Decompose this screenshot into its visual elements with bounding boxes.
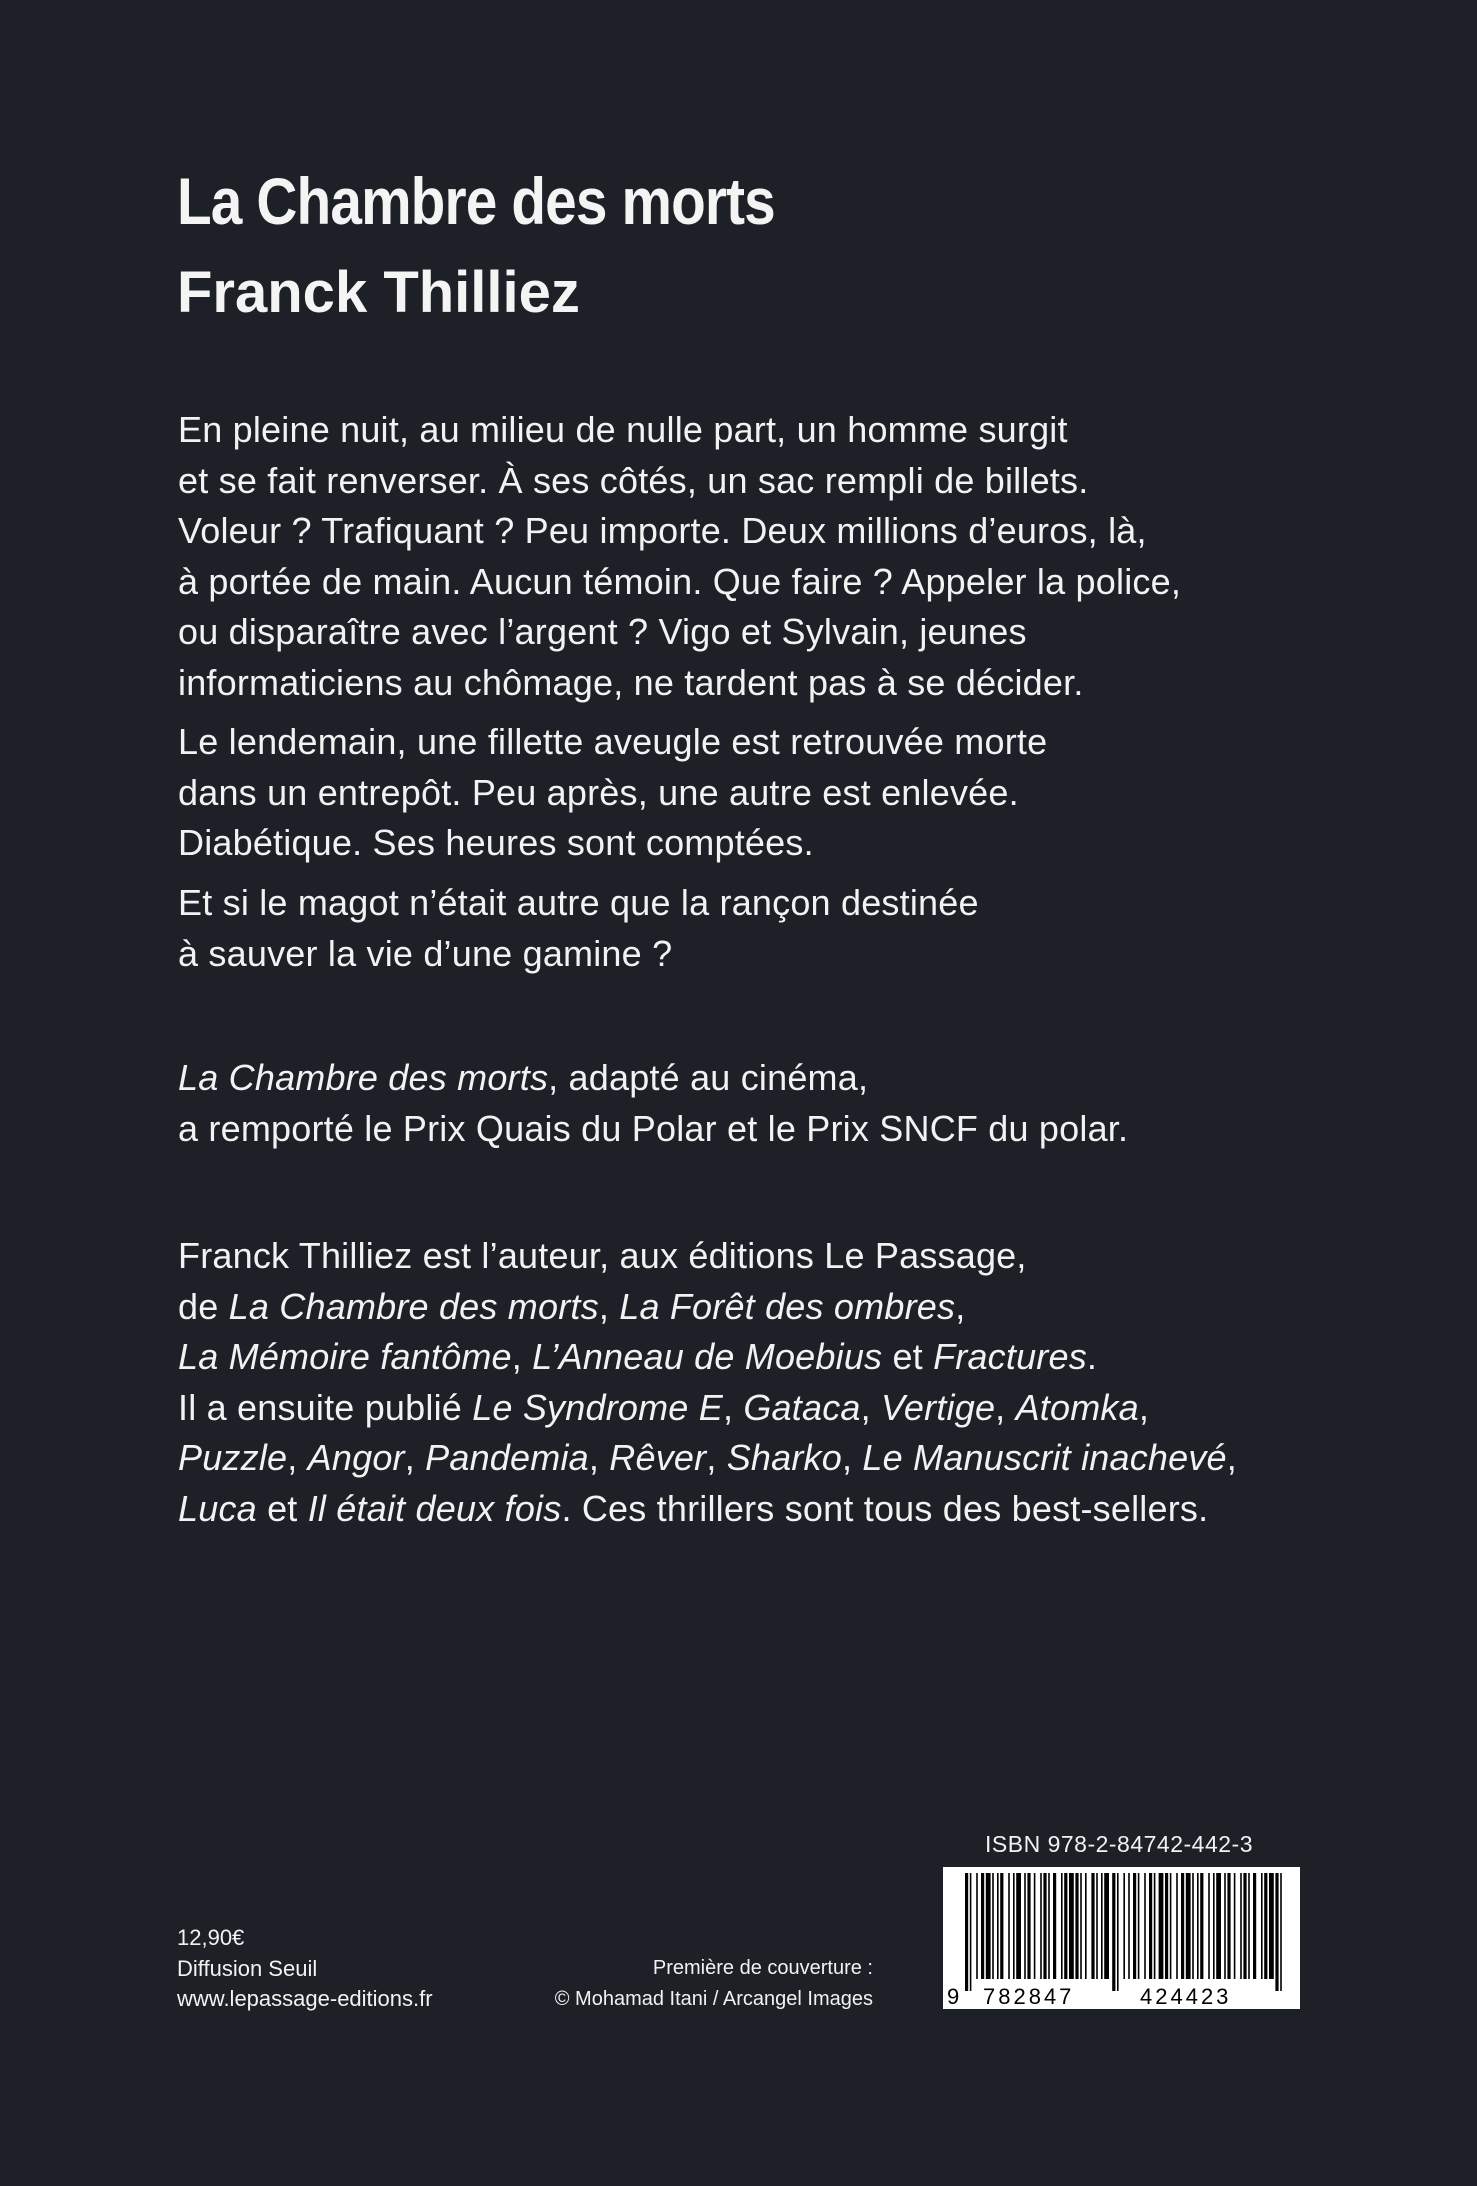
barcode-bar [1181, 1873, 1184, 1979]
bio-line-2: de La Chambre des morts, La Forêt des ombres, [178, 1285, 966, 1327]
barcode-bar [1101, 1873, 1103, 1979]
barcode-digits-3: 424423 [1140, 1984, 1232, 2009]
barcode-bar [1069, 1873, 1074, 1979]
barcode-bar [970, 1873, 972, 1991]
barcode-bar [1240, 1873, 1242, 1979]
blurb-paragraph-1 [178, 405, 1328, 708]
barcode-bar [986, 1873, 991, 1979]
barcode-bar [1159, 1873, 1164, 1979]
barcode-graphic [943, 1867, 1300, 2009]
blurb-line: informaticiens au chômage, ne tardent pas à se décider. [178, 661, 1084, 703]
barcode-bar [1016, 1873, 1021, 1979]
blurb-line: Et si le magot n’était autre que la rançon destinée [178, 882, 979, 923]
blurb-line: Diabétique. Ses heures sont comptées. [178, 822, 814, 863]
barcode-bar [1186, 1873, 1191, 1979]
award-text: , adapté au cinéma, [548, 1057, 869, 1098]
publisher-info [177, 1923, 433, 2015]
distributor: Diffusion Seuil [177, 1955, 318, 1981]
book-title: La Chambre des morts [177, 164, 775, 238]
barcode-bar [1216, 1873, 1221, 1979]
barcode-bar [1043, 1873, 1046, 1979]
barcode-bar [1096, 1873, 1098, 1979]
blurb-paragraph-2 [178, 717, 1328, 869]
barcode-bar [1075, 1873, 1078, 1979]
blurb-line: ou disparaître avec l’argent ? Vigo et Sylvain, jeunes [178, 611, 1027, 652]
barcode-bar [1027, 1873, 1030, 1979]
barcode-bar [1080, 1873, 1082, 1979]
barcode-bar [1053, 1873, 1056, 1979]
author-bio [178, 1231, 1328, 1534]
bio-line-1: Franck Thilliez est l’auteur, aux éditions Le Passage, [178, 1235, 1027, 1276]
blurb-line: dans un entrepôt. Peu après, une autre est enlevée. [178, 771, 1019, 813]
barcode-bar [1112, 1873, 1115, 1991]
blurb-line: Le lendemain, une fillette aveugle est retrouvée morte [178, 721, 1048, 762]
award-line-1 [178, 1053, 1328, 1104]
book-author: Franck Thilliez [177, 260, 580, 325]
barcode-bar [1200, 1873, 1203, 1979]
barcode-bar [1165, 1873, 1168, 1979]
barcode-bar [1138, 1873, 1140, 1979]
bio-line-4: Il a ensuite publié Le Syndrome E, Gataca, Vertige, Atomka, [178, 1386, 1150, 1428]
barcode-bar [1280, 1873, 1282, 1991]
barcode-bar [1224, 1873, 1226, 1979]
barcode-digit-1: 9 [947, 1984, 960, 2009]
barcode-bar [1170, 1873, 1172, 1979]
barcode-bar [1176, 1873, 1178, 1979]
barcode-bar [1269, 1873, 1274, 1979]
blurb-paragraph-3 [178, 878, 1328, 979]
award-title: La Chambre des morts [178, 1057, 549, 1098]
barcode-bar [1008, 1873, 1010, 1979]
barcode-bar [1091, 1873, 1094, 1979]
cover-credit [545, 1953, 873, 2015]
barcode-bar [1227, 1873, 1230, 1979]
barcode-bar [1213, 1873, 1215, 1979]
price: 12,90€ [177, 1925, 245, 1950]
barcode-bar [1085, 1873, 1087, 1979]
barcode-bar [1275, 1873, 1278, 1991]
blurb-line: et se fait renverser. À ses côtés, un sac rempli de billets. [178, 459, 1089, 501]
barcode-bar [1264, 1873, 1267, 1979]
bio-line-3: La Mémoire fantôme, L’Anneau de Moebius et Fractures. [178, 1336, 1098, 1377]
blurb-line: à sauver la vie d’une gamine ? [178, 932, 673, 974]
award-line-2: a remporté le Prix Quais du Polar et le Prix SNCF du polar. [178, 1107, 1129, 1149]
barcode-bar [1104, 1873, 1109, 1979]
barcode-bar [1061, 1873, 1063, 1979]
barcode-digits-2: 782847 [983, 1984, 1075, 2009]
barcode-bar [981, 1873, 984, 1979]
barcode-bar [1123, 1873, 1125, 1979]
barcode-bar [1261, 1873, 1263, 1979]
barcode-bar [1117, 1873, 1119, 1991]
barcode-bar [1024, 1873, 1026, 1979]
bio-line-5: Puzzle, Angor, Pandemia, Rêver, Sharko, Le Manuscrit inachevé, [178, 1437, 1237, 1478]
barcode-bar [1048, 1873, 1050, 1979]
barcode-bar [1253, 1873, 1256, 1979]
barcode-bar [1128, 1873, 1130, 1979]
barcode-bar [1040, 1873, 1042, 1979]
barcode [943, 1867, 1300, 2009]
barcode-bar [1133, 1873, 1136, 1979]
barcode-bar [1064, 1873, 1067, 1979]
barcode-bar [1197, 1873, 1199, 1979]
barcode-bar [1208, 1873, 1210, 1979]
barcode-bar [1149, 1873, 1152, 1979]
credit-label: Première de couverture : [652, 1957, 873, 1979]
barcode-bar [1248, 1873, 1250, 1979]
barcode-bar [1000, 1873, 1003, 1979]
barcode-bar [1034, 1873, 1036, 1979]
award-paragraph [178, 1053, 1328, 1154]
blurb-line: à portée de main. Aucun témoin. Que faire ? Appeler la police, [178, 560, 1182, 602]
bio-line-6: Luca et Il était deux fois. Ces thrillers sont tous des best-sellers. [178, 1487, 1209, 1529]
barcode-bar [992, 1873, 994, 1979]
isbn-label: ISBN 978-2-84742-442-3 [985, 1831, 1253, 1857]
barcode-bar [1234, 1873, 1236, 1979]
barcode-bar [997, 1873, 999, 1979]
barcode-bar [1243, 1873, 1246, 1979]
barcode-bar [1192, 1873, 1194, 1979]
barcode-bar [1154, 1873, 1156, 1979]
credit-value: © Mohamad Itani / Arcangel Images [554, 1988, 873, 2010]
barcode-bar [1013, 1873, 1015, 1979]
barcode-bar [976, 1873, 978, 1979]
blurb-line: En pleine nuit, au milieu de nulle part, un homme surgit [178, 409, 1068, 450]
barcode-bar [965, 1873, 968, 1991]
barcode-bar [1144, 1873, 1146, 1979]
blurb-line: Voleur ? Trafiquant ? Peu importe. Deux millions d’euros, là, [178, 510, 1147, 551]
website: www.lepassage-editions.fr [177, 1986, 433, 2011]
